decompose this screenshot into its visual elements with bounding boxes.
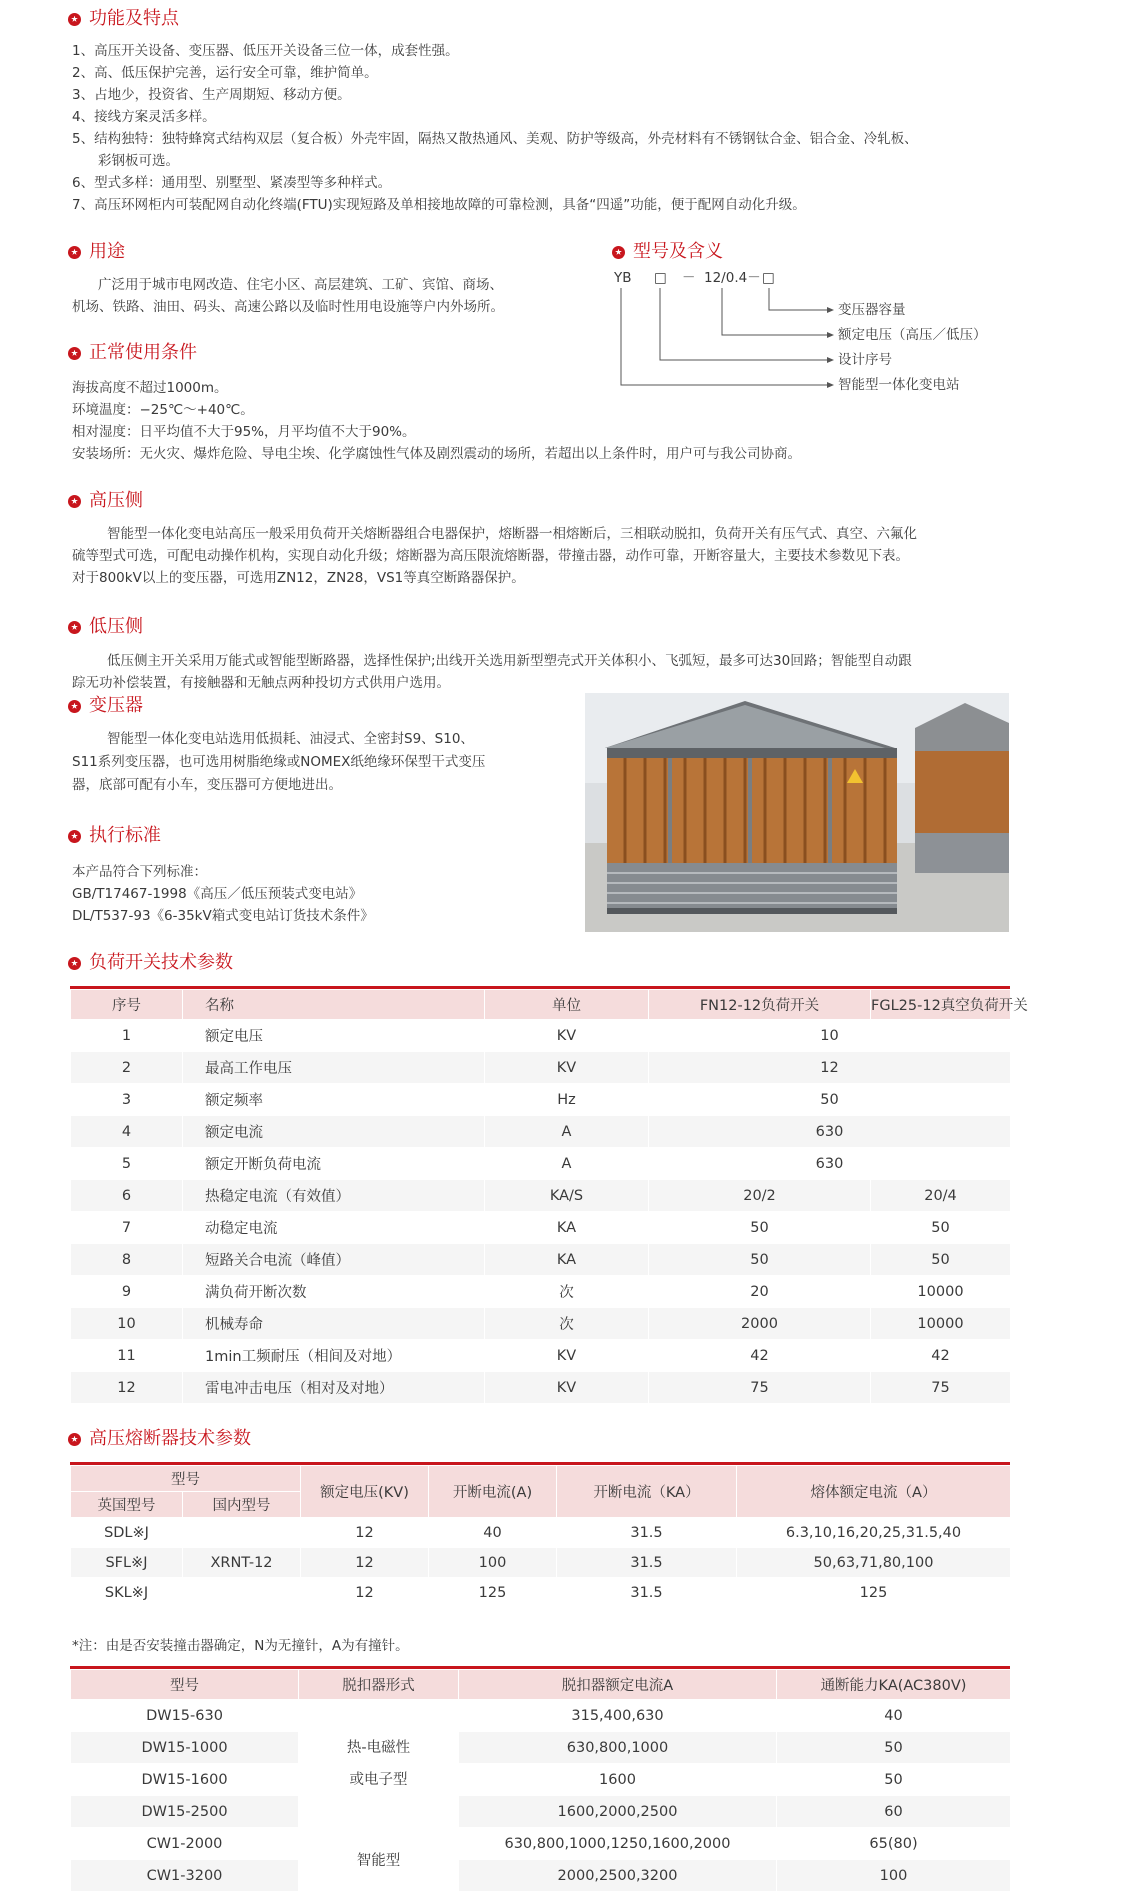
table-cell: DW15-630: [71, 1700, 299, 1732]
table-header-row: [71, 1670, 1011, 1700]
table-cell: 额定频率: [183, 1084, 485, 1116]
star-badge-icon: [68, 621, 81, 634]
table-cell: CW1-2000: [71, 1828, 299, 1860]
table-row: [71, 1148, 1011, 1180]
table-cell: [183, 1578, 301, 1608]
star-badge-icon: [68, 1433, 81, 1446]
transformer-line: 智能型一体化变电站选用低损耗、油浸式、全密封S9、S10、: [107, 731, 474, 747]
table-cell: 1min工频耐压（相间及对地）: [183, 1340, 485, 1372]
section-title-features: 功能及特点: [68, 7, 179, 31]
substation-photo: [585, 693, 1009, 932]
table-row: [71, 1308, 1011, 1340]
col-header: 单位: [485, 990, 649, 1020]
table-cell: KV: [485, 1372, 649, 1404]
col-header: FN12-12负荷开关: [649, 990, 871, 1020]
table-cell: 20/4: [871, 1180, 1011, 1212]
release-type-label: 或电子型: [349, 1771, 408, 1788]
table-cell: 6.3,10,16,20,25,31.5,40: [737, 1518, 1011, 1548]
table-cell: 10000: [871, 1308, 1011, 1340]
col-header-current-ka: 开断电流（KA）: [557, 1466, 737, 1518]
condition-line: 相对湿度：日平均值不大于95%，月平均值不大于90%。: [72, 424, 416, 440]
table-cell: 热稳定电流（有效值）: [183, 1180, 485, 1212]
table-cell: 40: [429, 1518, 557, 1548]
model-code-box: □: [762, 270, 775, 286]
table-cell: 31.5: [557, 1518, 737, 1548]
model-label-capacity: 变压器容量: [838, 302, 906, 318]
release-type-cell: 智能型: [299, 1828, 459, 1892]
feature-line: 1、高压开关设备、变压器、低压开关设备三位一体，成套性强。: [72, 43, 459, 59]
fuse-note: *注：由是否安装撞击器确定，N为无撞针，A为有撞针。: [72, 1638, 409, 1654]
feature-line: 3、占地少，投资省、生产周期短、移动方便。: [72, 87, 351, 103]
col-header: 序号: [71, 990, 183, 1020]
model-code-voltage: 12/0.4－: [704, 270, 761, 286]
table-cell: 次: [485, 1308, 649, 1340]
table-cell: 1600,2000,2500: [459, 1796, 777, 1828]
table-cell: A: [485, 1116, 649, 1148]
table-cell: 50: [649, 1244, 871, 1276]
table-cell: 125: [429, 1578, 557, 1608]
lv-side-line: 踪无功补偿装置，有接触器和无触点两种投切方式供用户选用。: [72, 675, 450, 691]
table-cell: 次: [485, 1276, 649, 1308]
hv-side-line: 硫等型式可选，可配电动操作机构，实现自动化升级；熔断器为高压限流熔断器，带撞击器，动作可靠，开断容量大，主要技术参数见下表。: [72, 548, 909, 564]
table-row: [71, 1180, 1011, 1212]
table-row: [71, 1578, 1011, 1608]
col-header: FGL25-12真空负荷开关: [871, 990, 1011, 1020]
table-row: [71, 1020, 1011, 1052]
table-row: [71, 1084, 1011, 1116]
table-cell: 机械寿命: [183, 1308, 485, 1340]
table-row: [71, 1052, 1011, 1084]
table-row: [71, 1764, 1011, 1796]
model-label-voltage: 额定电压（高压／低压）: [838, 327, 987, 343]
table-header-row: [71, 990, 1011, 1020]
section-title-conditions: 正常使用条件: [68, 341, 197, 365]
usage-line: 广泛用于城市电网改造、住宅小区、高层建筑、工矿、宾馆、商场、: [98, 277, 503, 293]
table-cell: 额定电压: [183, 1020, 485, 1052]
feature-line: 4、接线方案灵活多样。: [72, 109, 216, 125]
condition-line: 海拔高度不超过1000m。: [72, 380, 228, 396]
table-cell: 12: [649, 1052, 1011, 1084]
table-cell: 12: [301, 1578, 429, 1608]
condition-line: 环境温度：−25℃～+40℃。: [72, 402, 254, 418]
table-row: [71, 1860, 1011, 1892]
table-cell: 42: [871, 1340, 1011, 1372]
table-row: [71, 1828, 1011, 1860]
table-cell: 4: [71, 1116, 183, 1148]
table-cell: 125: [737, 1578, 1011, 1608]
table-cell: 630,800,1000,1250,1600,2000: [459, 1828, 777, 1860]
table-cell: 5: [71, 1148, 183, 1180]
table-cell: A: [485, 1148, 649, 1180]
release-type-cell: [299, 1700, 459, 1828]
star-badge-icon: [68, 830, 81, 843]
table-cell: SFL※J: [71, 1548, 183, 1578]
standards-line: GB/T17467-1998《高压／低压预装式变电站》: [72, 886, 363, 902]
feature-line: 彩钢板可选。: [98, 153, 179, 169]
release-type-label: 热-电磁性: [346, 1739, 411, 1756]
table-cell: 雷电冲击电压（相对及对地）: [183, 1372, 485, 1404]
table-cell: 75: [871, 1372, 1011, 1404]
col-header: 通断能力KA(AC380V): [777, 1670, 1011, 1700]
model-code-dash: －: [682, 270, 696, 286]
transformer-line: 器，底部可配有小车，变压器可方便地进出。: [72, 777, 342, 793]
table-cell: Hz: [485, 1084, 649, 1116]
section-title-standards: 执行标准: [68, 824, 161, 848]
table-row: [71, 1340, 1011, 1372]
table-cell: 12: [71, 1372, 183, 1404]
table-cell: 50: [777, 1732, 1011, 1764]
feature-line: 6、型式多样：通用型、别墅型、紧凑型等多种样式。: [72, 175, 392, 191]
table-cell: SDL※J: [71, 1518, 183, 1548]
table-cell: 31.5: [557, 1548, 737, 1578]
table-cell: 12: [301, 1548, 429, 1578]
section-title-transformer: 变压器: [68, 694, 143, 718]
table-cell: 20: [649, 1276, 871, 1308]
table-cell: 11: [71, 1340, 183, 1372]
col-header: 脱扣器形式: [299, 1670, 459, 1700]
table-cell: 31.5: [557, 1578, 737, 1608]
table-cell: 40: [777, 1700, 1011, 1732]
model-label-type: 智能型一体化变电站: [838, 377, 960, 393]
hv-side-line: 智能型一体化变电站高压一般采用负荷开关熔断器组合电器保护，熔断器一相熔断后，三相联动脱扣，负荷开关有压气式、真空、六氟化: [107, 526, 917, 542]
star-badge-icon: [612, 246, 625, 259]
table-row: [71, 1700, 1011, 1732]
table-cell: 额定电流: [183, 1116, 485, 1148]
table-cell: 50: [649, 1212, 871, 1244]
table-cell: 75: [649, 1372, 871, 1404]
col-header-cn-model: 国内型号: [183, 1492, 301, 1518]
star-badge-icon: [68, 246, 81, 259]
table-cell: DW15-1600: [71, 1764, 299, 1796]
table-cell: 7: [71, 1212, 183, 1244]
table-cell: 50: [871, 1244, 1011, 1276]
col-header-current: 开断电流(A): [429, 1466, 557, 1518]
model-label-design-no: 设计序号: [838, 352, 892, 368]
table-row: [71, 1518, 1011, 1548]
hv-side-line: 对于800kV以上的变压器，可选用ZN12，ZN28，VS1等真空断路器保护。: [72, 570, 525, 586]
table-cell: 6: [71, 1180, 183, 1212]
table-cell: KV: [485, 1020, 649, 1052]
table-cell: 2: [71, 1052, 183, 1084]
table-cell: KA/S: [485, 1180, 649, 1212]
feature-line: 5、结构独特：独特蜂窝式结构双层（复合板）外壳牢固，隔热又散热通风、美观、防护等级高，外壳材料有不锈钢钛合金、铝合金、冷轧板、: [72, 131, 918, 147]
standards-line: 本产品符合下列标准：: [72, 864, 207, 880]
model-code-prefix: YB: [614, 270, 632, 286]
table-cell: 50,63,71,80,100: [737, 1548, 1011, 1578]
table-cell: 20/2: [649, 1180, 871, 1212]
table-cell: 630: [649, 1148, 1011, 1180]
table-row: [71, 1796, 1011, 1828]
breaker-table: [70, 1669, 1011, 1892]
condition-line: 安装场所：无火灾、爆炸危险、导电尘埃、化学腐蚀性气体及剧烈震动的场所，若超出以上条件时，用户可与我公司协商。: [72, 446, 801, 462]
table-cell: 额定开断负荷电流: [183, 1148, 485, 1180]
section-title-fuse: 高压熔断器技术参数: [68, 1427, 251, 1451]
col-header: 名称: [183, 990, 485, 1020]
table-cell: 50: [871, 1212, 1011, 1244]
col-header-voltage: 额定电压(KV): [301, 1466, 429, 1518]
table-row: [71, 1372, 1011, 1404]
table-cell: 2000: [649, 1308, 871, 1340]
table-cell: 9: [71, 1276, 183, 1308]
transformer-line: S11系列变压器，也可选用树脂绝缘或NOMEX纸绝缘环保型干式变压: [72, 754, 486, 770]
table-cell: [183, 1518, 301, 1548]
table-cell: 8: [71, 1244, 183, 1276]
table-cell: CW1-3200: [71, 1860, 299, 1892]
star-badge-icon: [68, 957, 81, 970]
table-cell: 65(80): [777, 1828, 1011, 1860]
table-cell: 630,800,1000: [459, 1732, 777, 1764]
table-cell: 630: [649, 1116, 1011, 1148]
table-cell: 50: [777, 1764, 1011, 1796]
table-cell: KV: [485, 1340, 649, 1372]
table-cell: 100: [777, 1860, 1011, 1892]
table-cell: KA: [485, 1244, 649, 1276]
table-cell: 12: [301, 1518, 429, 1548]
section-title-hv-side: 高压侧: [68, 489, 143, 513]
table-row: [71, 1244, 1011, 1276]
table-cell: 50: [649, 1084, 1011, 1116]
feature-line: 2、高、低压保护完善，运行安全可靠，维护简单。: [72, 65, 378, 81]
star-badge-icon: [68, 495, 81, 508]
section-title-model: 型号及含义: [612, 240, 723, 264]
table-cell: XRNT-12: [183, 1548, 301, 1578]
table-cell: 3: [71, 1084, 183, 1116]
table-cell: DW15-2500: [71, 1796, 299, 1828]
table-cell: 60: [777, 1796, 1011, 1828]
load-switch-table: [70, 989, 1028, 1404]
table-cell: 100: [429, 1548, 557, 1578]
col-header-model: 型号: [71, 1466, 301, 1492]
col-header: 型号: [71, 1670, 299, 1700]
star-badge-icon: [68, 13, 81, 26]
substation-illustration: [585, 693, 1009, 932]
table-cell: 2000,2500,3200: [459, 1860, 777, 1892]
section-title-lv-side: 低压侧: [68, 615, 143, 639]
table-cell: 315,400,630: [459, 1700, 777, 1732]
star-badge-icon: [68, 700, 81, 713]
table-cell: DW15-1000: [71, 1732, 299, 1764]
model-code-diagram: [612, 268, 1032, 403]
table-cell: SKL※J: [71, 1578, 183, 1608]
table-cell: KA: [485, 1212, 649, 1244]
col-header-melt: 熔体额定电流（A）: [737, 1466, 1011, 1518]
table-row: [71, 1276, 1011, 1308]
table-row: [71, 1212, 1011, 1244]
table-header-row: [71, 1466, 1011, 1492]
table-row: [71, 1116, 1011, 1148]
standards-line: DL/T537-93《6-35kV箱式变电站订货技术条件》: [72, 908, 374, 924]
usage-line: 机场、铁路、油田、码头、高速公路以及临时性用电设施等户内外场所。: [72, 299, 504, 315]
star-badge-icon: [68, 347, 81, 360]
table-cell: 10000: [871, 1276, 1011, 1308]
table-cell: KV: [485, 1052, 649, 1084]
table-cell: 满负荷开断次数: [183, 1276, 485, 1308]
section-title-usage: 用途: [68, 240, 125, 264]
table-cell: 动稳定电流: [183, 1212, 485, 1244]
fuse-table: [70, 1465, 1011, 1608]
col-header: 脱扣器额定电流A: [459, 1670, 777, 1700]
table-cell: 42: [649, 1340, 871, 1372]
table-cell: 10: [649, 1020, 1011, 1052]
model-code-box: □: [654, 270, 667, 286]
section-title-load-switch: 负荷开关技术参数: [68, 951, 233, 975]
table-cell: 1: [71, 1020, 183, 1052]
table-cell: 短路关合电流（峰值）: [183, 1244, 485, 1276]
table-cell: 最高工作电压: [183, 1052, 485, 1084]
lv-side-line: 低压侧主开关采用万能式或智能型断路器，选择性保护;出线开关选用新型塑壳式开关体积小、飞弧短，最多可达30回路；智能型自动跟: [107, 653, 912, 669]
col-header-en-model: 英国型号: [71, 1492, 183, 1518]
table-row: [71, 1548, 1011, 1578]
feature-line: 7、高压环网柜内可装配网自动化终端(FTU)实现短路及单相接地故障的可靠检测，具备“四遥”功能，便于配网自动化升级。: [72, 197, 806, 213]
table-cell: 1600: [459, 1764, 777, 1796]
table-row: [71, 1732, 1011, 1764]
table-cell: 10: [71, 1308, 183, 1340]
